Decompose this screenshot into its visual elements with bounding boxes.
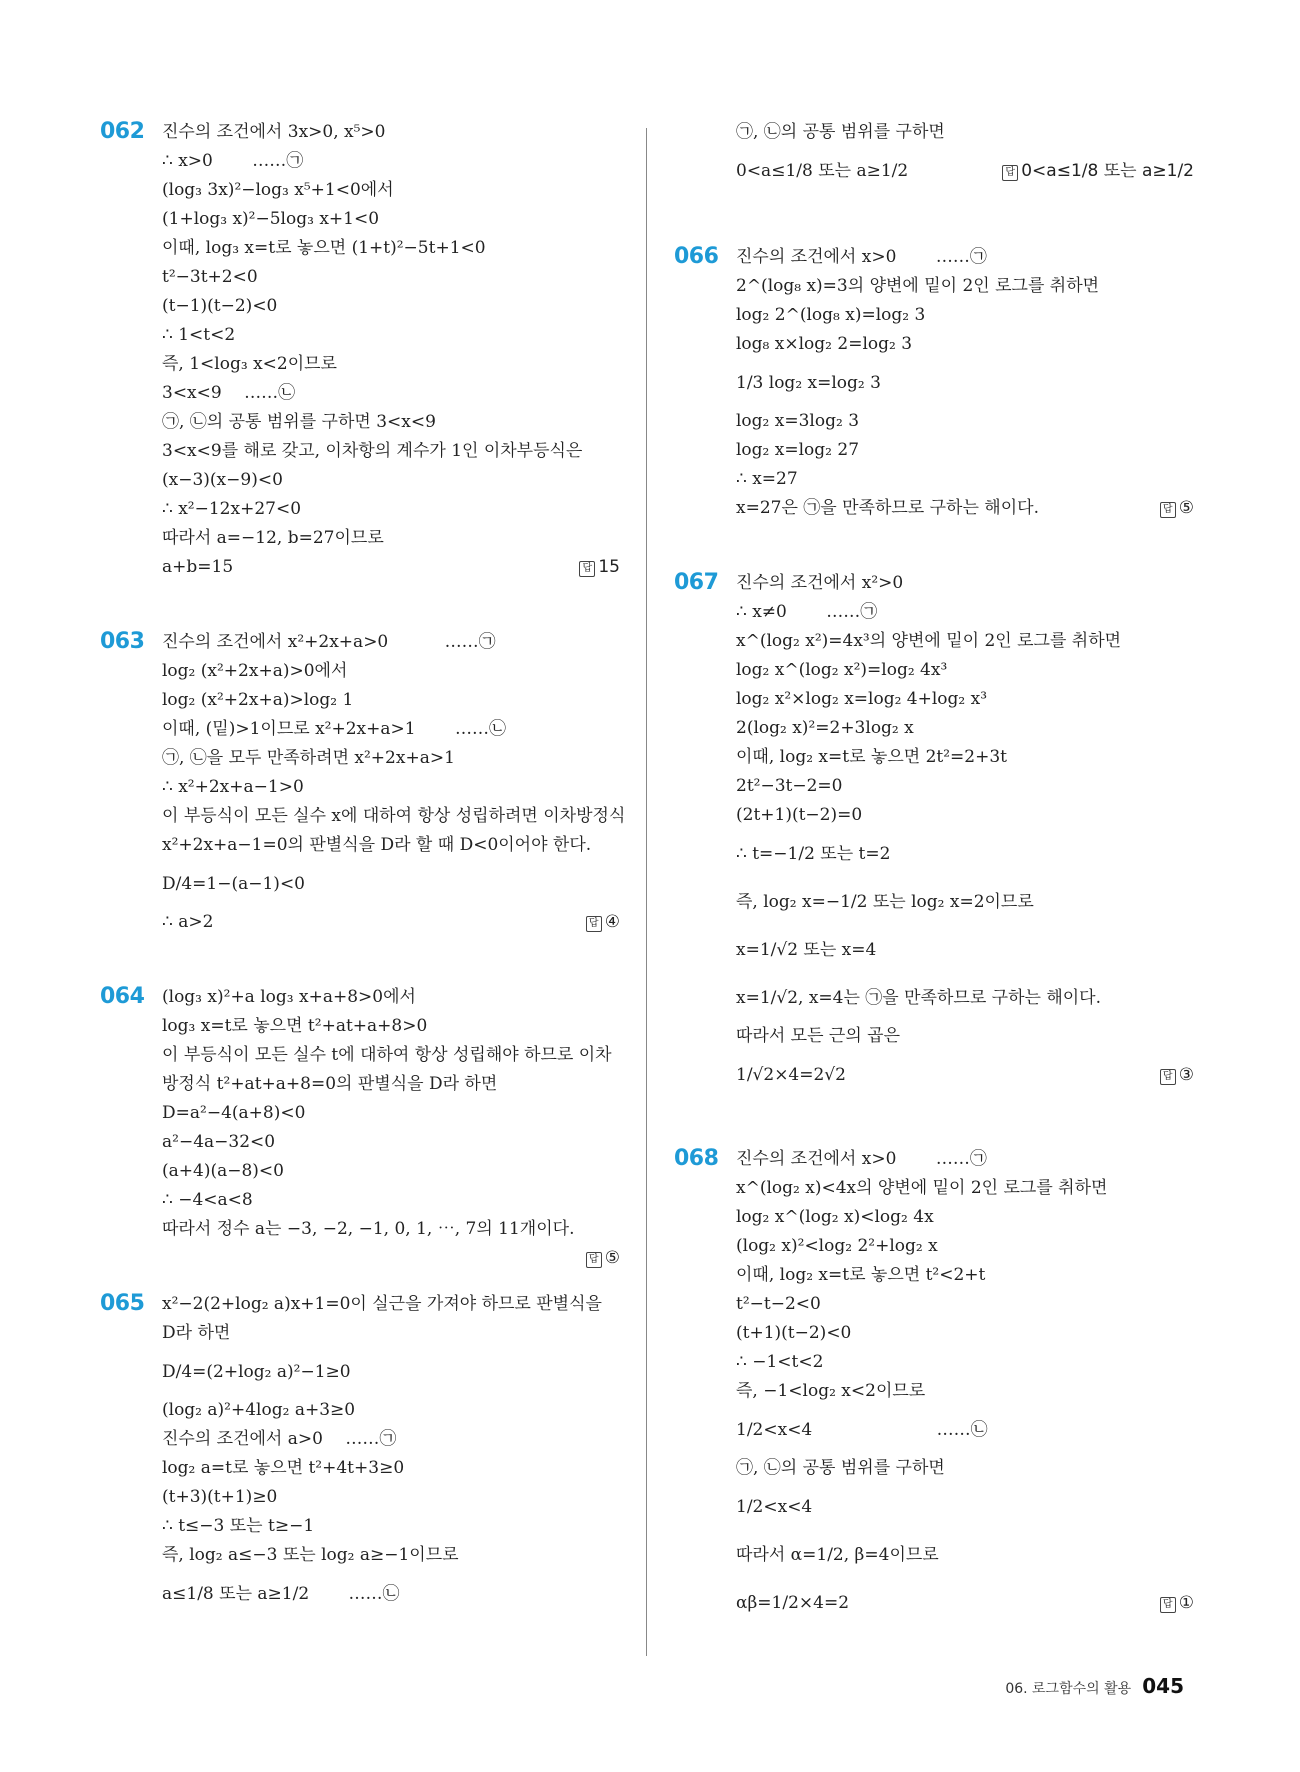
- answer-icon: 답: [586, 916, 602, 932]
- solution-line: log₃ x=t로 놓으면 t²+at+a+8>0: [162, 1016, 428, 1036]
- problem-062: [100, 118, 620, 582]
- solution-line: log₂ x²×log₂ x=log₂ 4+log₂ x³: [736, 689, 988, 709]
- solution-line: [736, 147, 1194, 195]
- chapter-title: 06. 로그함수의 활용: [1005, 1681, 1132, 1697]
- answer-icon: 답: [1160, 1597, 1176, 1613]
- answer-value: ③: [1178, 1065, 1194, 1085]
- solution-line: 진수의 조건에서 a>0 ……㉠: [162, 1429, 397, 1449]
- solution-line: 2t²−3t−2=0: [736, 776, 843, 796]
- solution-line: ㉠, ㉡을 모두 만족하려면 x²+2x+a>1: [162, 748, 455, 768]
- answer-value: ⑤: [604, 1248, 620, 1268]
- solution-line-text: x=27은 ㉠을 만족하므로 구하는 해이다.: [736, 498, 1039, 518]
- solution-line: 진수의 조건에서 x>0 ……㉠: [736, 1149, 987, 1169]
- solution-line-text: αβ=1/2×4=2: [736, 1593, 850, 1613]
- solution-line: (x−3)(x−9)<0: [162, 470, 283, 490]
- solution-line: [736, 1051, 1194, 1099]
- solution-line-text: ∴ a>2: [162, 912, 214, 932]
- problem-number: 066: [674, 244, 719, 269]
- solution-line: 이때, log₂ x=t로 놓으면 t²<2+t: [736, 1265, 986, 1285]
- answer-icon: 답: [1160, 1069, 1176, 1085]
- solution-line: a≤1/8 또는 a≥1/2 ……㉡: [162, 1584, 400, 1604]
- solution-line: t²−t−2<0: [736, 1294, 821, 1314]
- problem-number: 065: [100, 1291, 145, 1316]
- solution-line: log₂ (x²+2x+a)>log₂ 1: [162, 690, 354, 710]
- solution-line: (t−1)(t−2)<0: [162, 296, 278, 316]
- solution-line: (log₃ x)²+a log₃ x+a+8>0에서: [162, 987, 416, 1007]
- solution-line: (log₂ x)²<log₂ 2²+log₂ x: [736, 1236, 938, 1256]
- solution-line: log₂ x=3log₂ 3: [736, 411, 860, 431]
- solution-line: a²−4a−32<0: [162, 1132, 276, 1152]
- solution-line: ∴ −4<a<8: [162, 1190, 253, 1210]
- solution-line: log₂ x^(log₂ x²)=log₂ 4x³: [736, 660, 948, 680]
- solution-line: x²+2x+a−1=0의 판별식을 D라 할 때 D<0이어야 한다.: [162, 835, 592, 855]
- page-number: 045: [1142, 1674, 1184, 1698]
- solution-line: ∴ x=27: [736, 469, 798, 489]
- answer: [586, 908, 620, 937]
- solution-line: 즉, log₂ a≤−3 또는 log₂ a≥−1이므로: [162, 1545, 459, 1565]
- solution-line: log₂ x^(log₂ x)<log₂ 4x: [736, 1207, 934, 1227]
- solution-line: 3<x<9를 해로 갖고, 이차항의 계수가 1인 이차부등식은: [162, 441, 583, 461]
- solution-line: [162, 908, 620, 937]
- solution-line: 방정식 t²+at+a+8=0의 판별식을 D라 하면: [162, 1074, 498, 1094]
- solution-line: [736, 494, 1194, 523]
- solution-line: ∴ 1<t<2: [162, 325, 236, 345]
- answer: [586, 1244, 620, 1273]
- solution-line: 진수의 조건에서 x²+2x+a>0 ……㉠: [162, 632, 496, 652]
- answer: [1160, 494, 1194, 523]
- problem-number: 064: [100, 984, 145, 1009]
- solution-line: 따라서 정수 a는 −3, −2, −1, 0, 1, ⋯, 7의 11개이다.: [162, 1219, 575, 1239]
- solution-line: ∴ x²+2x+a−1>0: [162, 777, 304, 797]
- solution-line: ∴ x²−12x+27<0: [162, 499, 302, 519]
- solution-line: log₂ a=t로 놓으면 t²+4t+3≥0: [162, 1458, 405, 1478]
- solution-line: 1/2<x<4 ……㉡: [736, 1420, 988, 1440]
- solution-line: t²−3t+2<0: [162, 267, 258, 287]
- solution-line: (2t+1)(t−2)=0: [736, 805, 863, 825]
- answer-icon: 답: [1160, 502, 1176, 518]
- answer: [1160, 1051, 1194, 1099]
- problem-number: 068: [674, 1146, 719, 1171]
- problem-066: [674, 243, 1194, 523]
- solution-line: ∴ −1<t<2: [736, 1352, 824, 1372]
- solution-line-text: 0<a≤1/8 또는 a≥1/2: [736, 161, 909, 181]
- solution-line: ∴ t≤−3 또는 t≥−1: [162, 1516, 315, 1536]
- problem-068: [674, 1145, 1194, 1627]
- answer-icon: 답: [1002, 165, 1018, 181]
- answer-value: ⑤: [1178, 498, 1194, 518]
- solution-line: (1+log₃ x)²−5log₃ x+1<0: [162, 209, 380, 229]
- problem-065-continued: [674, 118, 1194, 195]
- answer-value: 0<a≤1/8 또는 a≥1/2: [1021, 161, 1194, 181]
- solution-line: x=1/√2 또는 x=4: [736, 940, 877, 960]
- solution-line: x²−2(2+log₂ a)x+1=0이 실근을 가져야 하므로 판별식을: [162, 1294, 602, 1314]
- solution-line: 즉, 1<log₃ x<2이므로: [162, 354, 337, 374]
- solution-line: x=1/√2, x=4는 ㉠을 만족하므로 구하는 해이다.: [736, 988, 1101, 1008]
- solution-line: (log₂ a)²+4log₂ a+3≥0: [162, 1400, 356, 1420]
- answer-value: ④: [604, 912, 620, 932]
- solution-line: 즉, −1<log₂ x<2이므로: [736, 1381, 926, 1401]
- solution-line: 진수의 조건에서 x²>0: [736, 573, 904, 593]
- problem-065: [100, 1290, 620, 1618]
- solution-line: 1/2<x<4: [736, 1497, 813, 1517]
- problem-number: 063: [100, 629, 145, 654]
- answer: [1160, 1579, 1194, 1627]
- solution-line: [736, 1579, 1194, 1627]
- solution-line: 3<x<9 ……㉡: [162, 383, 296, 403]
- solution-line: ㉠, ㉡의 공통 범위를 구하면: [736, 1458, 945, 1478]
- solution-line: (log₃ 3x)²−log₃ x⁵+1<0에서: [162, 180, 394, 200]
- solution-line: 진수의 조건에서 3x>0, x⁵>0: [162, 122, 386, 142]
- solution-line: 1/3 log₂ x=log₂ 3: [736, 373, 881, 393]
- problem-064: [100, 983, 620, 1268]
- solution-line: D=a²−4(a+8)<0: [162, 1103, 306, 1123]
- answer: [579, 553, 620, 582]
- problem-067: [674, 569, 1194, 1099]
- solution-line-text: 1/√2×4=2√2: [736, 1065, 846, 1085]
- solution-line: D라 하면: [162, 1323, 231, 1343]
- solution-line: 따라서 a=−12, b=27이므로: [162, 528, 384, 548]
- solution-line: 이 부등식이 모든 실수 x에 대하여 항상 성립하려면 이차방정식: [162, 806, 626, 826]
- solution-line: 이때, (밑)>1이므로 x²+2x+a>1 ……㉡: [162, 719, 506, 739]
- solution-line: D/4=(2+log₂ a)²−1≥0: [162, 1362, 351, 1382]
- solution-line: D/4=1−(a−1)<0: [162, 874, 305, 894]
- solution-line: x^(log₂ x²)=4x³의 양변에 밑이 2인 로그를 취하면: [736, 631, 1122, 651]
- solution-line: log₂ x=log₂ 27: [736, 440, 860, 460]
- solution-line: [162, 553, 620, 582]
- problem-number: 067: [674, 570, 719, 595]
- solution-line: 2(log₂ x)²=2+3log₂ x: [736, 718, 914, 738]
- solution-line: 즉, log₂ x=−1/2 또는 log₂ x=2이므로: [736, 892, 1034, 912]
- solution-line: ∴ x>0 ……㉠: [162, 151, 304, 171]
- solution-line: 이 부등식이 모든 실수 t에 대하여 항상 성립해야 하므로 이차: [162, 1045, 612, 1065]
- answer-value: 15: [598, 557, 620, 577]
- solution-line: log₂ 2^(log₈ x)=log₂ 3: [736, 305, 926, 325]
- answer-value: ①: [1178, 1593, 1194, 1613]
- solution-line: (a+4)(a−8)<0: [162, 1161, 284, 1181]
- solution-line: 2^(log₈ x)=3의 양변에 밑이 2인 로그를 취하면: [736, 276, 1100, 296]
- solution-line: 진수의 조건에서 x>0 ……㉠: [736, 247, 987, 267]
- solution-line: (t+3)(t+1)≥0: [162, 1487, 278, 1507]
- problem-063: [100, 628, 626, 937]
- answer-icon: 답: [579, 561, 595, 577]
- right-column: [674, 118, 1194, 1627]
- answer: [1002, 147, 1194, 195]
- left-column: [100, 118, 626, 1618]
- problem-number: 062: [100, 119, 145, 144]
- solution-line: ㉠, ㉡의 공통 범위를 구하면 3<x<9: [162, 412, 436, 432]
- solution-line: log₂ (x²+2x+a)>0에서: [162, 661, 348, 681]
- solution-line: 따라서 α=1/2, β=4이므로: [736, 1545, 939, 1565]
- solution-line: 따라서 모든 근의 곱은: [736, 1026, 901, 1046]
- page-footer: [1005, 1674, 1184, 1698]
- column-divider: [646, 128, 647, 1656]
- solution-line: ∴ t=−1/2 또는 t=2: [736, 844, 891, 864]
- solution-line: 이때, log₂ x=t로 놓으면 2t²=2+3t: [736, 747, 1007, 767]
- solution-line-text: a+b=15: [162, 557, 234, 577]
- answer-icon: 답: [586, 1252, 602, 1268]
- solution-line: (t+1)(t−2)<0: [736, 1323, 852, 1343]
- solution-line: x^(log₂ x)<4x의 양변에 밑이 2인 로그를 취하면: [736, 1178, 1108, 1198]
- solution-line: 이때, log₃ x=t로 놓으면 (1+t)²−5t+1<0: [162, 238, 486, 258]
- solution-line: ∴ x≠0 ……㉠: [736, 602, 878, 622]
- solution-line: log₈ x×log₂ 2=log₂ 3: [736, 334, 913, 354]
- solution-line: ㉠, ㉡의 공통 범위를 구하면: [736, 122, 945, 142]
